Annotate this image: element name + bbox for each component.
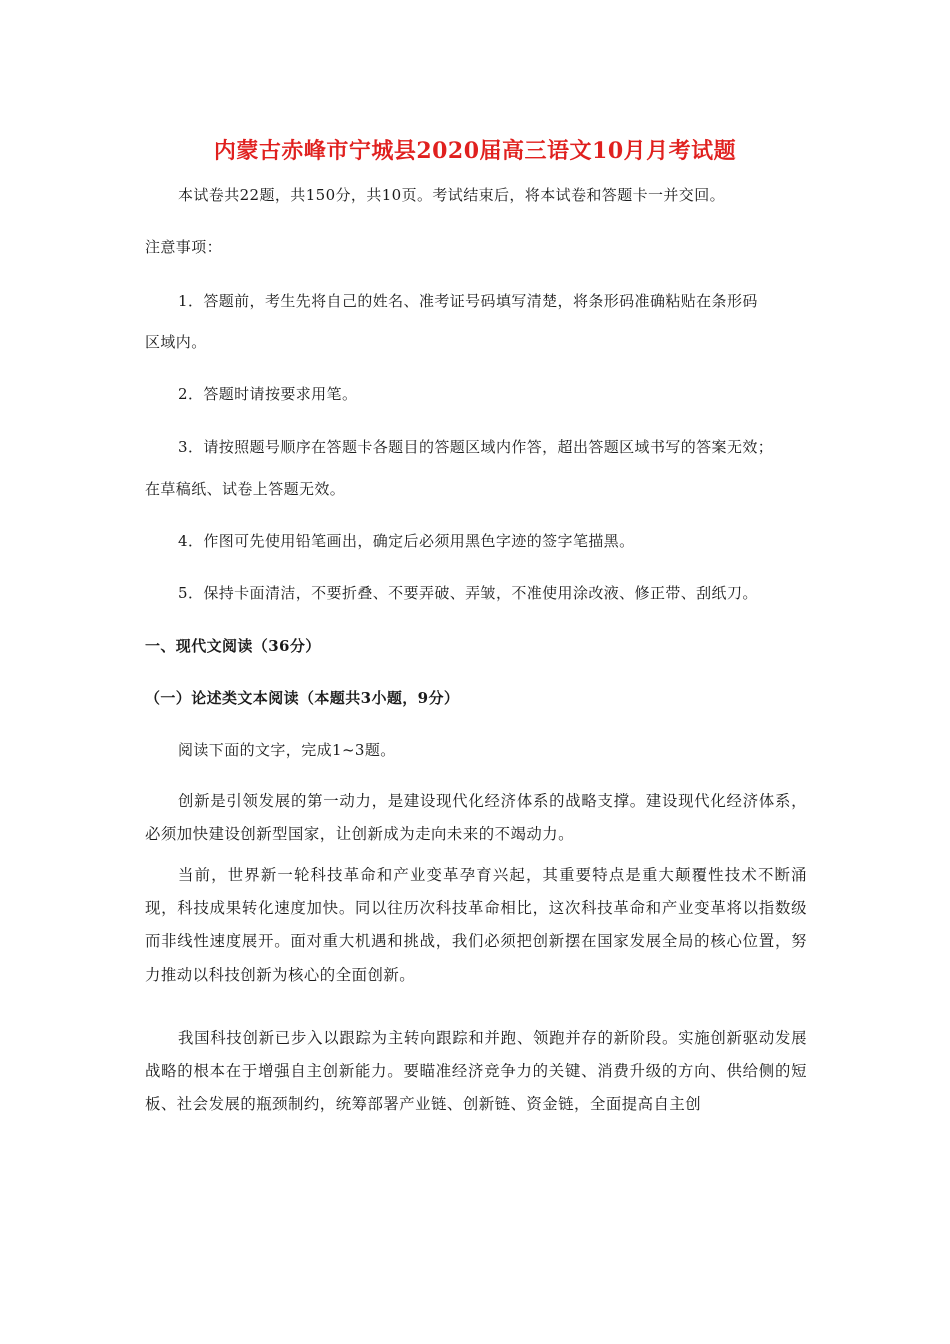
- reading-instruction: 阅读下面的文字，完成1~3题。: [178, 741, 396, 759]
- notice-item-1-line-1: 1．答题前，考生先将自己的姓名、准考证号码填写清楚，将条形码准确粘贴在条形码: [178, 292, 758, 310]
- notice-heading: 注意事项：: [145, 238, 223, 256]
- passage-paragraph-3: 我国科技创新已步入以跟踪为主转向跟踪和并跑、领跑并存的新阶段。实施创新驱动发展战略的根本在于增强自主创新能力。要瞄准经济竞争力的关键、消费升级的方向、供给侧的短板、社会发展的瓶颈制约，统筹部署产业链、创新链、资金链，全面提高自主创: [145, 1029, 807, 1114]
- notice-item-3-line-2: 在草稿纸、试卷上答题无效。: [145, 480, 346, 498]
- subsection-heading: （一）论述类文本阅读（本题共3小题，9分）: [145, 689, 460, 707]
- passage-paragraph-1: 创新是引领发展的第一动力，是建设现代化经济体系的战略支撑。建设现代化经济体系，必须加快建设创新型国家，让创新成为走向未来的不竭动力。: [145, 792, 807, 844]
- document-title: 内蒙古赤峰市宁城县2020届高三语文10月月考试题: [213, 138, 737, 164]
- notice-item-2: 2．答题时请按要求用笔。: [178, 385, 358, 403]
- exam-intro: 本试卷共22题，共150分，共10页。考试结束后，将本试卷和答题卡一并交回。: [178, 186, 726, 204]
- notice-item-1-line-2: 区域内。: [145, 333, 207, 351]
- notice-item-5: 5．保持卡面清洁，不要折叠、不要弄破、弄皱，不准使用涂改液、修正带、刮纸刀。: [178, 584, 758, 602]
- section-heading: 一、现代文阅读（36分）: [145, 637, 321, 655]
- notice-item-3-line-1: 3．请按照题号顺序在答题卡各题目的答题区域内作答，超出答题区域书写的答案无效；: [178, 438, 774, 456]
- notice-item-4: 4．作图可先使用铅笔画出，确定后必须用黑色字迹的签字笔描黑。: [178, 532, 635, 550]
- passage-paragraph-2: 当前，世界新一轮科技革命和产业变革孕育兴起，其重要特点是重大颠覆性技术不断涌现，科技成果转化速度加快。同以往历次科技革命相比，这次科技革命和产业变革将以指数级而非线性速度展开。面对重大机遇和挑战，我们必须把创新摆在国家发展全局的核心位置，努力推动以科技创新为核心的全面创新。: [145, 866, 807, 984]
